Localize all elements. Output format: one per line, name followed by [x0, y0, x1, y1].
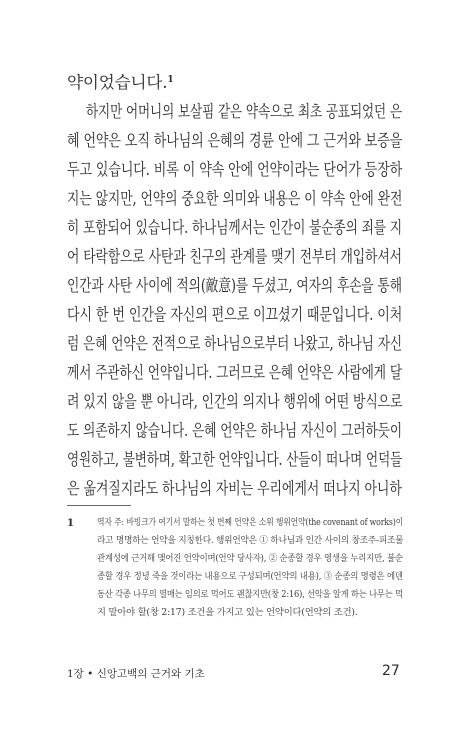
footnote-line: 종할 경우 정녕 죽을 것이라는 내용으로 구성되며(언약의 내용), ③ 순종의 명령은 에덴 [97, 571, 403, 582]
running-title: 1장 • 신앙고백의 근거와 기초 [67, 668, 205, 680]
body-line: 인간과 사탄 사이에 적의(敵意)를 두셨고, 여자의 후손을 통해 [67, 276, 402, 295]
body-line: 다시 한 번 인간을 자신의 편으로 이끄셨기 때문입니다. 이처 [67, 305, 403, 324]
body-line: 려 있지 않을 뿐 아니라, 인간의 의지나 행위에 어떤 방식으로 [67, 392, 403, 411]
page-number: 27 [382, 663, 400, 679]
footnote-line: 동산 각종 나무의 열매는 임의로 먹어도 괜찮지만(창 2:16), 선악을 알게 하는 나무는 먹 [97, 589, 403, 600]
footnote-number: 1 [67, 518, 74, 529]
body-line: 도 의존하지 않습니다. 은혜 언약은 하나님 자신이 그러하듯이 [67, 421, 402, 440]
body-line-text: 약이었습니다. [67, 73, 168, 92]
body-line: 두고 있습니다. 비록 이 약속 안에 언약이라는 단어가 등장하 [67, 160, 403, 179]
body-line: 어 타락함으로 사탄과 친구의 관계를 맺기 전부터 개입하셔서 [67, 247, 402, 266]
body-line: 지는 않지만, 언약의 중요한 의미와 내용은 이 약속 안에 완전 [67, 189, 403, 208]
body-line: 영원하고, 불변하며, 확고한 언약입니다. 산들이 떠나며 언덕들 [67, 450, 403, 469]
footnote-marker: 1 [167, 75, 174, 85]
footnote-line: 라고 명명하는 언약을 지칭한다. 행위언약은 ① 하나님과 인간 사이의 창조주-피조물 [97, 535, 404, 546]
footnote-line: 관계성에 근거해 맺어진 언약이며(언약 당사자), ② 순종할 경우 영생을 누리지만, 불순 [97, 553, 403, 564]
body-line: 럼 은혜 언약은 전적으로 하나님으로부터 나왔고, 하나님 자신 [67, 334, 402, 353]
footnote-line: 역자 주: 바빙크가 여기서 말하는 첫 번째 언약은 소위 행위언약(the covenant of works)이 [97, 517, 404, 528]
body-line: 께서 주관하신 언약입니다. 그러므로 은혜 언약은 사람에게 달 [67, 363, 402, 382]
body-line: 은 옮겨질지라도 하나님의 자비는 우리에게서 떠나지 아니하 [67, 479, 402, 498]
body-line: 하지만 어머니의 보살핌 같은 약속으로 최초 공표되었던 은 [86, 102, 402, 121]
body-line: 히 포함되어 있습니다. 하나님께서는 인간이 불순종의 죄를 지 [67, 218, 402, 237]
body-line [67, 75, 402, 92]
footnote-divider [67, 505, 131, 506]
footnote-line: 지 말아야 할(창 2:17) 조건을 가지고 있는 언약이다(언약의 조건). [97, 607, 358, 618]
body-line: 혜 언약은 오직 하나님의 은혜의 경륜 안에 그 근거와 보증을 [67, 131, 403, 150]
